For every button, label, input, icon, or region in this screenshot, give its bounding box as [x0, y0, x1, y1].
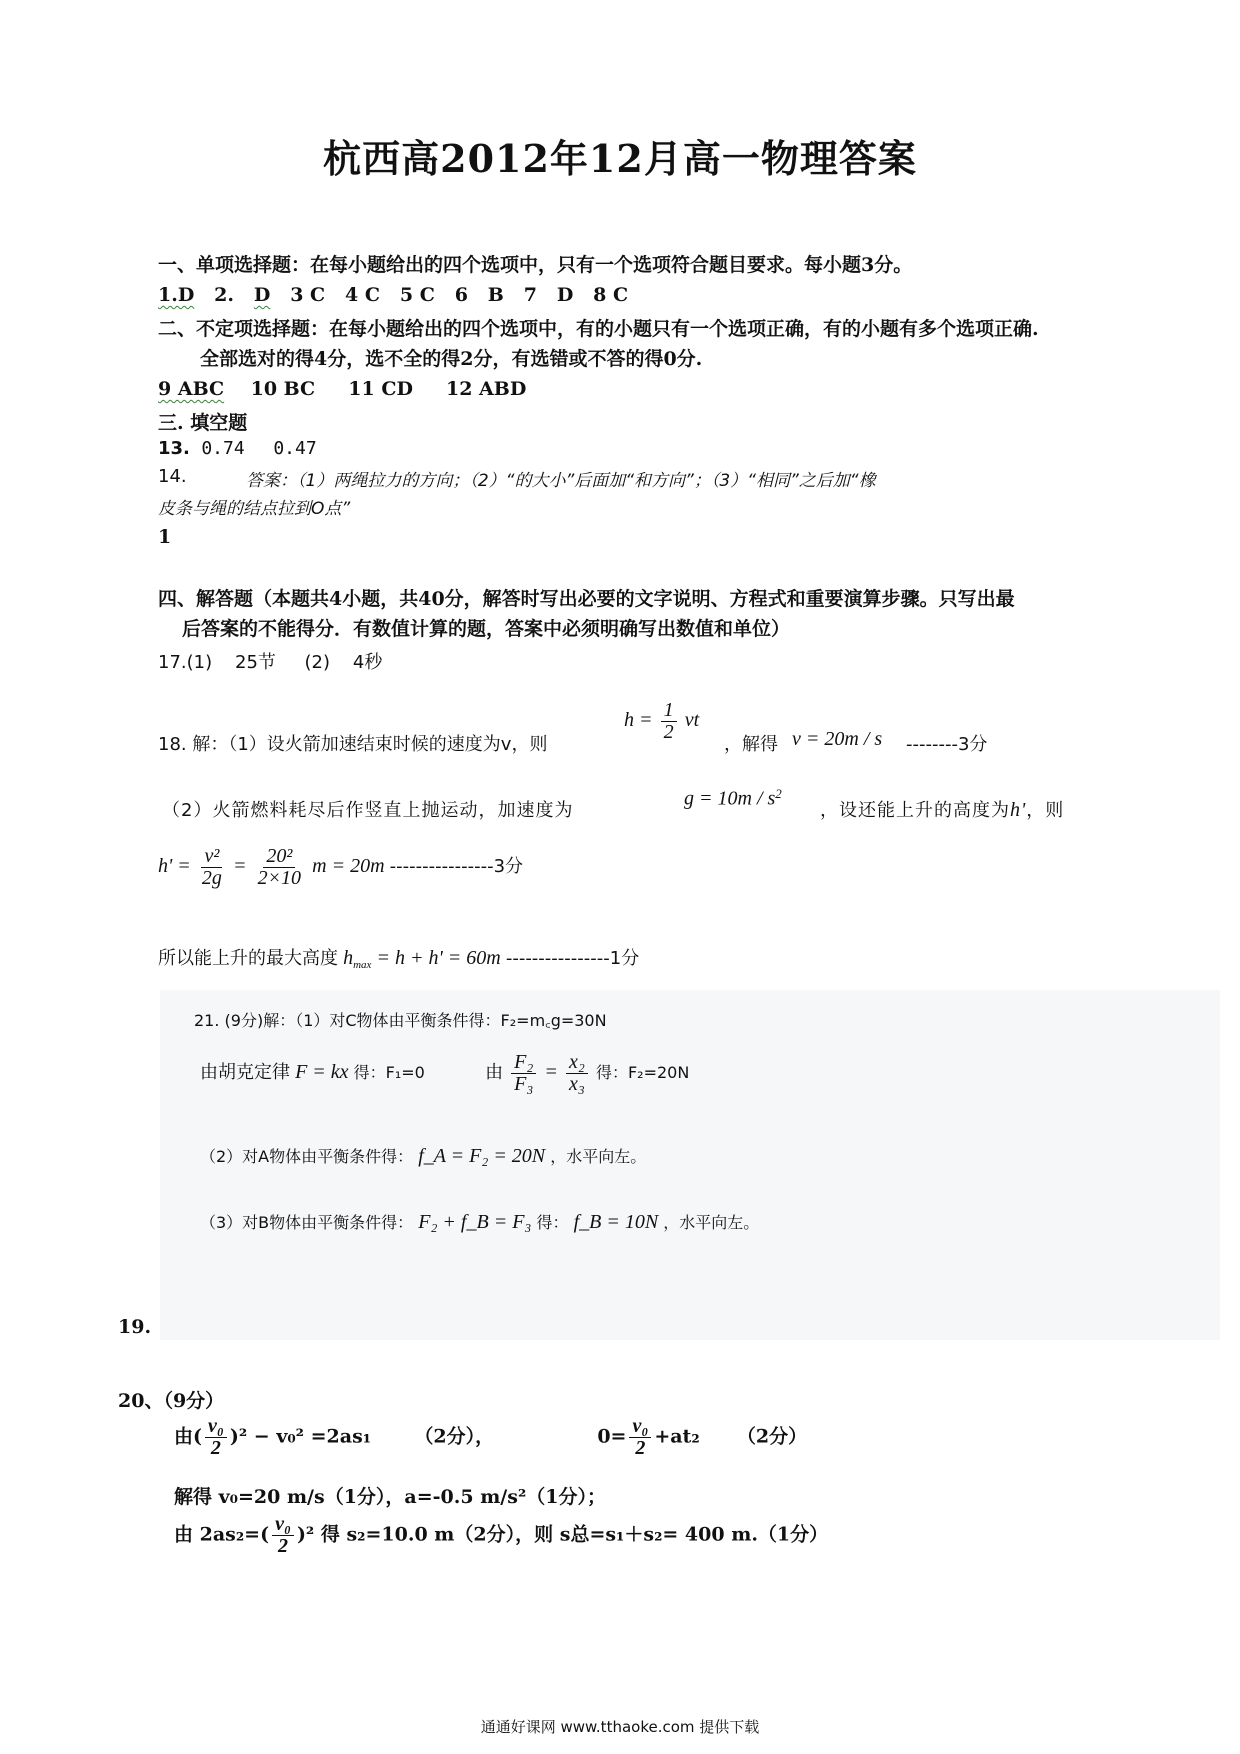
- q17-part2-answer: 4秒: [352, 652, 383, 673]
- q18-eq1: [624, 700, 699, 743]
- q21-line3-eq: f_A = F₂ = 20N: [418, 1145, 546, 1167]
- page-title: 杭西高2012年12月高一物理答案: [323, 136, 917, 181]
- q18-line2-end: [820, 796, 1064, 822]
- q21-frac1-den: F₃: [514, 1073, 534, 1095]
- q21-line4-eq2: f_B = 10N: [573, 1211, 659, 1233]
- q18-eq1-frac: [661, 700, 677, 743]
- q18-eq4-eq: =: [232, 855, 247, 877]
- q18-eq4-lhs: h' =: [158, 855, 191, 877]
- q21-line4: [200, 1210, 759, 1234]
- q17-part1-label: 17.(1): [158, 652, 213, 673]
- answer-3: 3 C: [290, 284, 326, 306]
- section1-heading: 一、单项选择题：在每小题给出的四个选项中，只有一个选项符合题目要求。每小题3分。: [158, 254, 913, 276]
- q21-line4-eq: F₂ + f_B = F₃: [418, 1211, 532, 1233]
- footer-credit: 通通好课网 www.tthaoke.com 提供下载: [480, 1718, 760, 1736]
- q18-line2-text: （2）火箭燃料耗尽后作竖直上抛运动，加速度为: [162, 800, 574, 821]
- q18-eq5-sub: max: [353, 959, 372, 972]
- section4-heading-cont: 后答案的不能得分．有数值计算的题，答案中必须明确写出数值和单位）: [182, 618, 791, 640]
- q18-eq5: h: [343, 947, 354, 969]
- q18-eq4-frac2: [255, 846, 305, 889]
- answer-10: 10 BC: [250, 378, 316, 400]
- q18-eq1-rhs: vt: [684, 709, 700, 731]
- section2-heading-cont: 全部选对的得4分，选不全的得2分，有选错或不答的得0分.: [200, 348, 703, 370]
- q18-eq3: [684, 786, 782, 810]
- q21-frac1-num: F₂: [511, 1052, 536, 1074]
- answer-2-label: 2.: [214, 284, 235, 306]
- q15-answer: 1: [158, 526, 172, 548]
- q21-line3-b: ，水平向左。: [550, 1147, 647, 1166]
- q17-part1-answer: 25节: [235, 652, 276, 673]
- q20-label: 20、（9分）: [118, 1390, 225, 1412]
- q18-line1-score: --------3分: [906, 734, 988, 755]
- q21-line2-b: 得：F₁=0: [353, 1063, 425, 1082]
- q18-line4: [158, 944, 639, 971]
- q20-l1-den: 2: [210, 1437, 221, 1459]
- q18-eq5-rhs: = h + h' = 60m: [376, 947, 501, 969]
- answer-6-label: 6: [454, 284, 468, 306]
- answer-7: D: [556, 284, 574, 306]
- q20-l1-score2: （2分）: [736, 1425, 808, 1448]
- q14-answer-line1: 答案：（1）两绳拉力的方向；（2）“的大小”后面加“和方向”；（3）“相同”之后加“橡: [246, 471, 876, 491]
- q20-l3-b: )² 得 s₂=10.0 m（2分），则 s总=s₁＋s₂= 400 m.（1分）: [296, 1523, 829, 1546]
- q20-l3-den: 2: [278, 1535, 288, 1557]
- q18-eq1-den: 2: [663, 721, 674, 743]
- section1-answers: [158, 284, 628, 306]
- q17: [158, 648, 382, 674]
- q20-l3-num: v₀: [272, 1514, 294, 1536]
- q21-line4-a: （3）对B物体由平衡条件得：: [200, 1213, 414, 1232]
- q20-l3-a: 由 2as₂=(: [174, 1523, 270, 1546]
- q21-line4-c: ，水平向左。: [663, 1213, 760, 1232]
- answer-9: 9 ABC: [158, 378, 225, 400]
- answer-2: D: [253, 284, 271, 306]
- q18-eq4-num2: 20²: [263, 846, 295, 868]
- q18-eq4-rhs: m = 20m: [312, 855, 385, 877]
- q20-l1-num: v₀: [205, 1416, 227, 1438]
- q18-eq2: v = 20m / s: [792, 728, 883, 750]
- q21-frac1: [511, 1052, 536, 1095]
- q20-l1-b: )² − v₀² =2as₁: [229, 1425, 372, 1448]
- q21-line1: 21. (9分)解：（1）对C物体由平衡条件得：F₂=m꜀g=30N: [194, 1011, 607, 1030]
- q18-eq4: [158, 846, 523, 889]
- q18-eq4-score: ----------------3分: [389, 856, 524, 877]
- q21-line3: [200, 1144, 646, 1168]
- q21-hooke-eq: F = kx: [295, 1061, 349, 1083]
- answer-7-label: 7: [523, 284, 537, 306]
- answer-4: 4 C: [345, 284, 381, 306]
- answer-8: 8 C: [593, 284, 629, 306]
- q17-part2-label: (2): [304, 652, 331, 673]
- q18-line1-text: 18. 解：（1）设火箭加速结束时候的速度为v，则: [158, 734, 548, 755]
- q13-label: 13.: [158, 438, 190, 459]
- section2-answers: [158, 378, 526, 400]
- q20-line2: 解得 v₀=20 m/s（1分），a=-0.5 m/s²（1分）；: [174, 1486, 606, 1508]
- q18-eq4-frac1: [199, 846, 225, 889]
- q21-frac2-num: x₂: [566, 1052, 588, 1074]
- q21-line2-a: 由胡克定律: [200, 1062, 290, 1083]
- q21-line2-e: 得：F₂=20N: [595, 1063, 690, 1082]
- q21-frac2: [566, 1052, 588, 1095]
- q19-label: 19.: [118, 1316, 152, 1338]
- q18-eq4-num1: v²: [201, 846, 222, 868]
- q18-eq1-num: 1: [661, 700, 677, 722]
- q18-line1-mid: ，解得: [724, 734, 778, 755]
- q18-eq3-base: g = 10m / s: [684, 787, 776, 810]
- q14-label: 14.: [158, 466, 187, 487]
- answer-1: 1.D: [158, 284, 195, 306]
- q18-line4-text: 所以能上升的最大高度: [158, 948, 338, 969]
- q13: [158, 438, 317, 459]
- answer-6: B: [487, 284, 504, 306]
- q21-line4-b: 得：: [536, 1213, 569, 1232]
- q20-l3-frac: [272, 1514, 294, 1557]
- q20-l1-d: +at₂: [654, 1425, 700, 1448]
- q18-hprime: h': [1010, 799, 1027, 821]
- q21-line2-c: 由: [485, 1062, 504, 1083]
- q20-l1-frac: [205, 1416, 227, 1459]
- q20-line1: [174, 1416, 807, 1459]
- q20-line3: [174, 1514, 828, 1557]
- q20-l1-den2: 2: [635, 1437, 646, 1459]
- q18-eq1-lhs: h =: [624, 709, 653, 731]
- q21-line2-d: =: [544, 1061, 558, 1083]
- q20-l1-a: 由(: [174, 1425, 202, 1448]
- q18-line2-end-text: ，设还能上升的高度为: [820, 800, 1010, 821]
- answer-12: 12 ABD: [446, 378, 527, 400]
- answer-5: 5 C: [399, 284, 435, 306]
- q14-answer-line2: 皮条与绳的结点拉到O点”: [158, 499, 351, 519]
- q21-frac2-den: x₃: [569, 1073, 585, 1095]
- q20-l1-c: 0=: [597, 1425, 627, 1448]
- section3-heading: 三. 填空题: [158, 412, 248, 434]
- q13-value-1: 0.74: [201, 438, 245, 459]
- q18-eq3-sup: 2: [775, 786, 782, 801]
- q20-l1-num2: v₀: [629, 1416, 651, 1438]
- q18-eq4-den1: 2g: [201, 867, 222, 889]
- q18-line4-score: ----------------1分: [505, 948, 640, 969]
- section4-heading: 四、解答题（本题共4小题，共40分，解答时写出必要的文字说明、方程式和重要演算步骤。只写出最: [158, 588, 1015, 610]
- section2-heading: 二、不定项选择题：在每小题给出的四个选项中，有的小题只有一个选项正确，有的小题有多个选项正确.: [158, 318, 1039, 340]
- q20-l1-score: （2分），: [414, 1425, 495, 1448]
- q21-line2: [200, 1052, 689, 1095]
- q13-value-2: 0.47: [273, 438, 317, 459]
- q18-eq4-den2: 2×10: [257, 867, 302, 889]
- q18-line2-then: ，则: [1026, 800, 1065, 821]
- q21-line3-a: （2）对A物体由平衡条件得：: [200, 1147, 414, 1166]
- answer-11: 11 CD: [348, 378, 413, 400]
- q20-l1-frac2: [629, 1416, 651, 1459]
